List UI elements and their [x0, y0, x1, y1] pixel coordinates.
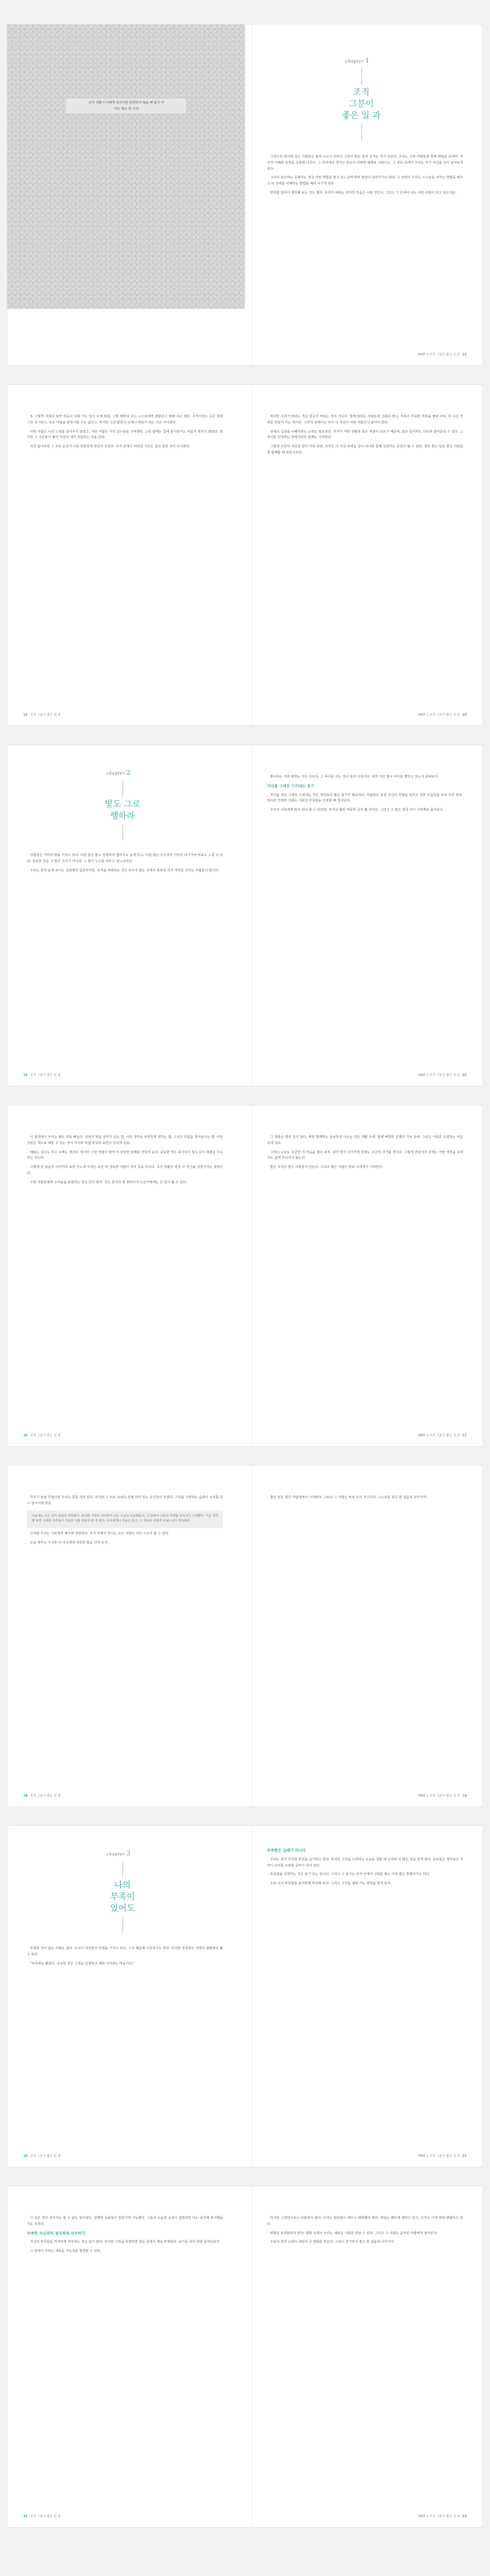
- spread-5: [7, 1466, 483, 1806]
- chapter-title-line-2: 그분이: [349, 99, 374, 109]
- paragraph: 그 안에서 우리는 새로운 가능성을 발견할 수 있다.: [30, 2249, 102, 2254]
- paragraph: 자신을 있는 그대로 드러내는 것은 생각보다 많은 용기가 필요하다. 사람들은 종종 자신의 약점을 감추고 강한 모습만을 보여 주려 한다. 하지만 진정한 신뢰는 서로의 부족함을 인정할 때 생겨난다.: [267, 793, 463, 803]
- chapter-label: [345, 58, 370, 64]
- running-footer-right: [418, 1073, 469, 1077]
- footer-title: 조직 그분이 좋은 일 과: [29, 2154, 61, 2158]
- running-footer-left: [21, 2514, 61, 2518]
- footer-title: PART 1 조직 그분이 좋은 일 과: [418, 1434, 461, 1438]
- chapter-label: [107, 770, 131, 776]
- left-column: [27, 1135, 223, 1189]
- epigraph-line-2: 어도 별로 한 가세: [113, 107, 139, 111]
- chapter-word: chapter: [107, 1852, 126, 1857]
- paragraph: "부족해도 괜찮다. 중요한 것은 그것을 인정하고 채워 나가려는 마음이다.": [30, 1961, 135, 1966]
- right-column: [267, 1848, 463, 1890]
- paragraph: 그러므로 회사에 있는 사람들은 흡사 누구나 다르고 그들이 맡은 일과 성격도 각기 다르다. 우리는 그런 사람들과 함께 매일을 보내며, 각자의 이해와 감정을 조율해 나간다. 그 과정에서 생기는 갈등이 다양한 형태로 나타나고, 그 갈등 속에서 우리는 자기 자신을 다시 돌아보게 된다.: [267, 155, 463, 171]
- decorative-pattern: [7, 25, 245, 309]
- footer-title: PART 1 조직 그분이 좋은 일 과: [418, 2154, 461, 2158]
- page-number: 13: [462, 713, 467, 717]
- paragraph: 하지만 우리가 바라는 것은 단순히 버티는 것이 아니다. 함께 일하는 사람들과 신뢰를 쌓고, 서로의 부족한 부분을 채워 주며, 더 나은 결과를 만들어 가는 것이다. 그러기 위해서는 먼저 나 자신이 어떤 사람인지 알아야 한다.: [267, 415, 463, 425]
- left-column: [27, 414, 223, 453]
- chapter-title-line-1: 빛도 그로: [104, 800, 141, 809]
- paragraph: 또 그렇게 지내다 보면 마음이 지쳐 가는 날이 오게 된다. 그럴 때마다 나는 스스로에게 괜찮다고 말해 주곤 했다. 조직이라는 곳은 원래 그런 곳이라고, 모든 사람을 만족시킬 수는 없다고. 하지만 그런 말들이 언제나 위로가 되는 것은 아니었다.: [27, 415, 223, 425]
- running-footer-right: [418, 2514, 469, 2518]
- running-footer-right: [418, 1433, 469, 1438]
- paragraph: 변화를 두려워하지 말자. 변화 속에서 우리는 새로운 기회를 만날 수 있다. 그리고 그 기회는 준비된 사람에게 찾아온다.: [270, 2231, 438, 2235]
- footer-title: PART 1 조직 그분이 좋은 일 과: [418, 2515, 461, 2518]
- footer-title: 조직 그분이 좋은 일 과: [29, 2515, 61, 2518]
- chapter-title: [331, 87, 392, 122]
- paragraph: 지금 돌아보면 그 모든 순간이 나를 단단하게 만들어 주었다. 조직 안에서 버텨낸 시간은 결코 헛된 것이 아니었다.: [30, 445, 190, 449]
- paragraph: 부족한 것이 없는 사람은 없다. 누구나 자신만의 약점을 가지고 있고, 그것 때문에 고민하기도 한다. 하지만 부족함은 성장의 출발점이 될 수 있다.: [27, 1947, 223, 1957]
- spread-6: [7, 1826, 483, 2167]
- left-column: [27, 1946, 223, 1970]
- footer-title: 조직 그분이 좋은 일 과: [29, 1794, 61, 1798]
- section-heading: 부족한 자신과의 정직하게 마주하기: [27, 2231, 86, 2236]
- spread-4: [7, 1105, 483, 1446]
- running-footer-left: [21, 1433, 61, 1438]
- page-number: 20: [23, 2154, 28, 2158]
- spread-1: [7, 25, 483, 365]
- page-number: 21: [462, 2154, 467, 2158]
- paragraph: 하지만 그것만으로는 충분하지 않다. 우리는 끊임없이 배우고 변화해야 한다. 세상은 빠르게 변하고 있고, 조직도 그에 맞춰 변화하고 있다.: [267, 2216, 463, 2226]
- chapter-word: chapter: [345, 59, 364, 64]
- page-number: 22: [23, 2515, 28, 2518]
- chapter-title-line-1: 조직: [353, 88, 370, 97]
- right-column: [267, 2216, 463, 2249]
- paragraph: 부족함을 인정하는 것은 용기 있는 일이다. 그리고 그 용기는 조직 안에서 신뢰를 쌓는 가장 좋은 방법이기도 하다.: [270, 1873, 431, 1877]
- chapter-title: [92, 799, 153, 822]
- paragraph: 좋아하는 것과 잘하는 것은 다르다. 그 차이를 아는 것이 일의 시작이다. 내가 가진 빛이 어디를 향하고 있는지 살펴보자.: [270, 775, 439, 779]
- page-number: 19: [462, 1794, 467, 1798]
- running-footer-right: [418, 713, 469, 717]
- paragraph: 어떤 사람은 나의 노력을 알아주지 않았고, 어떤 사람은 나의 실수만을 기억했다. 그런 날에는 집에 돌아와서도 마음이 편하지 않았다. 하지만 그 시간들이 쌓여 지금의 내가 되었다는 것을 안다.: [27, 430, 223, 440]
- paragraph: 사람들은 저마다 빛을 가지고 있다. 어떤 빛은 밝고 강렬하여 멀리서도 눈에 띄고, 어떤 빛은 은은하여 가까이 다가가야 비로소 느낄 수 있다. 중요한 것은 그 빛의 크기가 아니라, 그 빛이 누구를 비추고 있느냐이다.: [27, 854, 223, 863]
- paragraph: 이처럼 우리는 서로에게 배우며 성장한다. 조직 안에서 만나는 모든 사람이 나의 스승이 될 수 있다.: [30, 1532, 170, 1536]
- paragraph: 오늘의 작은 노력이 내일의 큰 변화를 만든다. 그러니 포기하지 말고 한 걸음씩 나아가자.: [270, 2240, 395, 2245]
- right-column: [267, 775, 463, 817]
- chapter-title-line-2: 행하라: [110, 811, 135, 821]
- chapter-rule-bottom: [361, 124, 362, 140]
- running-footer-left: [21, 1794, 61, 1798]
- section-heading: 부족함은 실패가 아니다: [267, 1849, 306, 1853]
- spread-7: [7, 2186, 483, 2527]
- footer-title: 조직 그분이 좋은 일 과: [29, 1074, 61, 1077]
- paragraph: 이 과정에서 우리는 많은 것을 배운다. 상대의 말을 끝까지 듣는 법, 나의 생각을 차분하게 전하는 법, 그리고 다름을 받아들이는 법. 이런 것들은 책으로 배울 수 있는 것이 아니라 직접 부딪혀 보면서 익히게 된다.: [27, 1135, 223, 1145]
- paragraph: 하루가 끝날 무렵이면 우리는 종종 지쳐 있다. 하지만 그 피로 속에도 분명 의미 있는 순간들이 있었다. 그것을 기억하는 습관이 우리를 다시 일어서게 한다.: [27, 1496, 223, 1506]
- chapter-word: chapter: [107, 771, 126, 776]
- chapter-rule: [361, 69, 362, 85]
- left-column: [27, 1495, 223, 1550]
- chapter-title-line-2: 부족이: [110, 1892, 135, 1902]
- paragraph: 오늘 하루도 수고한 나 자신에게 따뜻한 말을 건네 보자.: [30, 1540, 109, 1545]
- paragraph: 때로는 실수도 하고 오해도 생긴다. 하지만 그런 경험이 쌓여 더 단단한 관계를 만들어 준다. 중요한 것은 포기하지 않고 다시 대화를 시도하는 것이다.: [27, 1150, 223, 1161]
- paragraph: 우리는 흔히 부족한 부분을 숨기려고 한다. 하지만 그것을 드러내고 도움을 청할 때 오히려 더 많은 것을 얻게 된다. 동료들은 생각보다 기꺼이 우리를 도와줄 준비가 되어 있다.: [267, 1857, 463, 1868]
- page-number: 15: [462, 1074, 467, 1077]
- right-column: [267, 414, 463, 460]
- footer-title: 조직 그분이 좋은 일 과: [29, 1434, 61, 1438]
- page-number: 16: [23, 1434, 28, 1438]
- running-footer-right: [418, 1794, 469, 1798]
- chapter-title-line-3: 있어도: [110, 1904, 135, 1914]
- page-number: 11: [462, 353, 467, 357]
- spread-2: [7, 385, 483, 725]
- page-number: 12: [23, 713, 28, 717]
- footer-title: PART 1 조직 그분이 좋은 일 과: [418, 353, 461, 357]
- epigraph: [66, 99, 186, 113]
- paragraph: 오늘 나의 부족함을 솔직하게 마주해 보자. 그리고 그것을 채워 가는 과정을 즐겨 보자.: [270, 1882, 392, 1886]
- footer-title: PART 1 조직 그분이 좋은 일 과: [418, 713, 461, 717]
- chapter-number: 1: [365, 58, 370, 64]
- right-column: [267, 1135, 463, 1174]
- footer-title: PART 1 조직 그분이 좋은 일 과: [418, 1794, 461, 1798]
- paragraph: 그러나 회사라는 곳에서는 결국 어떤 역할을 맡고 있느냐에 따라 판단이 달라지기도 한다. 그 안에서 우리는 스스로를 지키는 방법을 배우고 또 상대를 이해하는 방법을 배워 나가게 된다.: [267, 176, 463, 186]
- paragraph: 그렇게 한 걸음씩 나아가다 보면 어느새 우리는 조금 더 성숙한 사람이 되어 있을 것이다. 조직 생활은 결국 나 자신을 성장시키는 과정이다.: [27, 1165, 223, 1175]
- page-number: 14: [23, 1074, 28, 1077]
- footer-title: PART 1 조직 그분이 좋은 일 과: [418, 1074, 461, 1077]
- left-column: [27, 853, 223, 877]
- chapter-label: [107, 1851, 131, 1857]
- page-number: 18: [23, 1794, 28, 1798]
- running-footer-left: [21, 1073, 61, 1077]
- paragraph: 이 일은 결코 혼자서는 할 수 없는 일이었다. 함께한 동료들이 있었기에 가능했다. 그들의 도움과 응원이 없었다면 나는 중간에 포기했을지도 모른다.: [27, 2216, 223, 2226]
- paragraph: 상대의 입장을 이해하려는 노력도 필요하다. 각자가 처한 상황과 맡은 역할이 다르기 때문에, 같은 일이라도 다르게 받아들일 수 있다. 그 차이를 인정하는 것에서부터 관계는 시작된다.: [267, 430, 463, 440]
- spread-3: [7, 745, 483, 1086]
- paragraph: 좋은 일은 결국 사람에게서 시작된다. 그리고 그 사람은 바로 우리 자신이다. 스스로를 믿고 한 걸음씩 나아가자.: [270, 1496, 428, 1499]
- paragraph: 자신의 부족함을 정직하게 마주하는 것은 쉽지 않다. 하지만 그것을 외면하면 같은 문제가 계속 반복된다. 용기를 내어 한번 들여다보자.: [30, 2240, 221, 2245]
- chapter-title: [92, 1880, 153, 1915]
- paragraph: 그 행복은 멀리 있지 않다. 매일 함께하는 동료들과 나누는 작은 대화 속에, 함께 해결한 문제의 기억 속에, 그리고 서로를 응원하는 마음 속에 있다.: [267, 1135, 463, 1145]
- paragraph: 좋은 조직은 좋은 사람들이 만든다. 그리고 좋은 사람은 바로 나에게서 시작된다.: [270, 1165, 383, 1170]
- epigraph-line-1: 조직 생활이 나에게 있어서만 당연하지 않을 때 날지 마: [88, 101, 164, 105]
- paragraph: 그러니 오늘도 조금만 더 마음을 열어 보자. 내가 먼저 다가가면 상대도 조금씩 다가올 것이다. 그렇게 만들어진 관계는 어떤 어려움 속에서도 쉽게 무너지지 않는다.: [267, 1150, 463, 1161]
- footer-title: 조직 그분이 좋은 일 과: [29, 713, 61, 717]
- paragraph: 우리는 흔히 눈에 보이는 성과에만 집중하지만, 조직을 지탱하는 것은 보이지 않는 곳에서 묵묵히 자기 자리를 지키는 사람들의 빛이다.: [30, 868, 220, 873]
- section-heading: 자신을 그대로 드러내는 용기: [267, 784, 315, 789]
- paragraph: 우리가 서로에게 빛이 되어 줄 수 있다면, 조직은 훨씬 따뜻한 곳이 될 것이다. 그리고 그 빛은 결국 다시 나에게로 돌아온다.: [270, 808, 444, 813]
- chapter-title-line-1: 나의: [114, 1881, 131, 1890]
- chapter-title-line-3: 좋은 일 과: [342, 111, 381, 121]
- page-number: 17: [462, 1434, 467, 1438]
- right-column: [267, 154, 463, 200]
- paragraph: 주변 사람들에게 고마움을 표현하는 것도 잊지 말자. 작은 감사의 말 한마디가 누군가에게는 큰 힘이 될 수 있다.: [30, 1180, 187, 1184]
- page-number: 23: [462, 2515, 467, 2518]
- running-footer-left: [21, 2154, 61, 2158]
- paragraph: 한번쯤 멈추어 생각해 보는 것도 좋다. 우리가 바라는 조직의 모습은 어떤 것인지, 그리고 그 안에서 나는 어떤 사람이 되고 싶은지를.: [270, 191, 457, 195]
- chapter-number: 2: [126, 770, 131, 776]
- running-footer-right: [418, 352, 469, 357]
- running-footer-left: [21, 713, 61, 717]
- paragraph: 그렇게 조금씩 서로를 알아 가다 보면, 조직은 더 이상 두려운 곳이 아니라 함께 성장하는 공간이 될 수 있다. 결국 좋은 일은 좋은 사람들과 함께할 때 만들어진다.: [267, 445, 463, 455]
- right-column: [267, 1495, 463, 1504]
- running-footer-right: [418, 2154, 469, 2158]
- chapter-number: 3: [126, 1851, 131, 1857]
- left-column: [27, 2216, 223, 2258]
- quote-box: 처음에는 모든 것이 낯설고 어려웠다. 하지만 시간이 지나면서 나는 조금씩 익숙해졌고, 그 안에서 나만의 자리를 찾아가기 시작했다. 지금 생각해 보면 그때의 어려움이 지금의 나를 만들어 준 것 같다. 누구에게나 처음은 있고, 그 처음을 어떻게 보내느냐가 중요하다.: [27, 1510, 223, 1529]
